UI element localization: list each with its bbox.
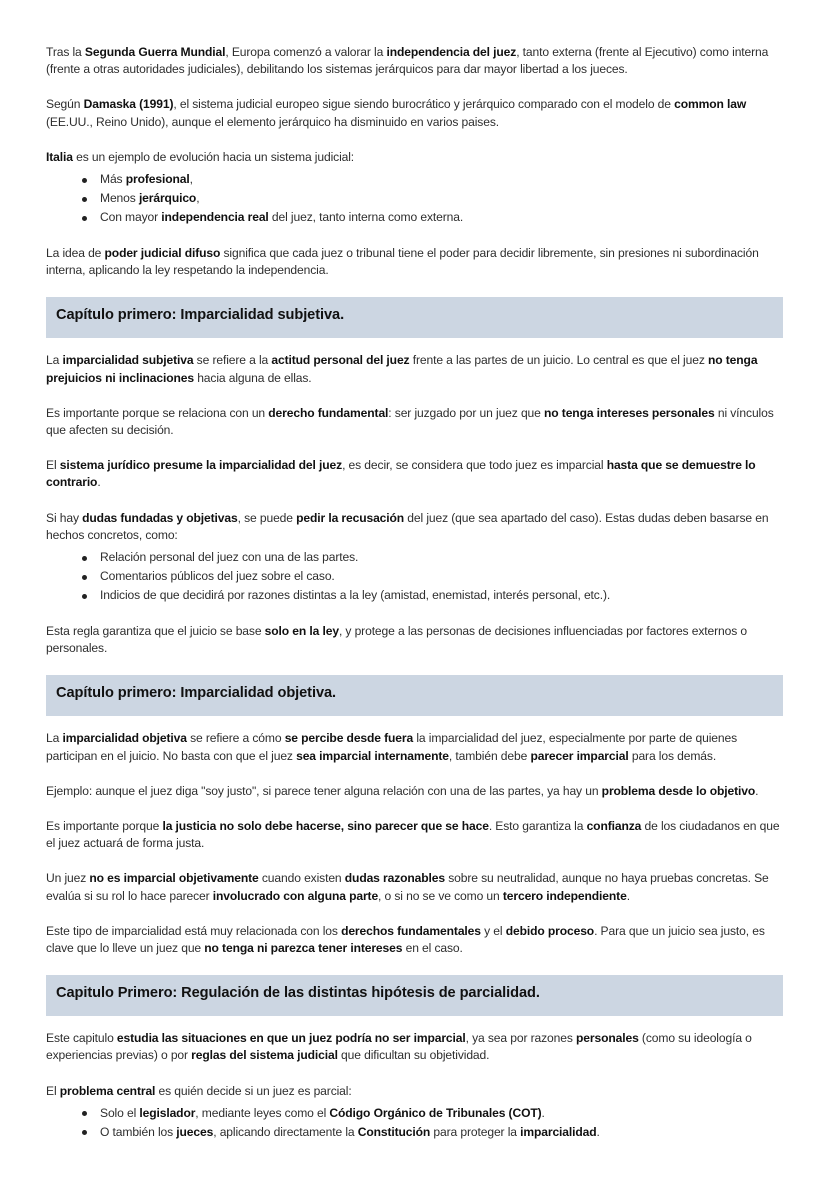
text-run: . Para que un juicio sea justo, es clave que lo lleve un juez que: [46, 923, 765, 956]
text-run: Menos: [100, 191, 139, 206]
paragraph-definicion-subjetiva: [46, 352, 783, 386]
paragraph-ejemplo-objetivo: [46, 783, 783, 800]
text-run: del juez, tanto interna como externa.: [268, 210, 464, 225]
text-run: , tanto externa (frente al Ejecutivo) como interna (frente a otras autoridades judiciales), debilitando los sistemas jerárquicos para dar mayor libertad a los jueces.: [46, 45, 769, 77]
text-run: , y protege a las personas de decisiones influenciadas por factores externos o personales.: [46, 624, 747, 656]
text-run: Esta regla garantiza que el juicio se base: [46, 624, 265, 639]
text-run: Relación personal del juez con una de las partes.: [100, 550, 359, 565]
bold-run: involucrado con alguna parte: [212, 888, 379, 903]
text-run: La idea de: [46, 246, 105, 261]
text-run: El: [46, 1083, 60, 1098]
text-run: Solo el: [100, 1105, 140, 1120]
text-run: , ya sea por razones: [465, 1031, 577, 1046]
text-run: .: [596, 1124, 600, 1139]
document-body: [46, 44, 783, 1142]
text-run: Si hay: [46, 510, 83, 525]
bold-run: tercero independiente: [502, 888, 627, 903]
bold-run: no tenga intereses personales: [544, 405, 715, 420]
text-run: Con mayor: [100, 210, 162, 225]
list-item: [82, 170, 783, 189]
text-run: O también los: [100, 1124, 177, 1139]
text-run: , o si no se ve como un: [378, 888, 503, 903]
text-run: de los ciudadanos en que el juez actuará de forma justa.: [46, 819, 780, 851]
text-run: significa que cada juez o tribunal tiene el poder para decidir libremente, sin presiones ni subordinación interna, aplicando la ley respetando la independencia.: [46, 246, 759, 278]
paragraph-debido-proceso: [46, 923, 783, 957]
list-item: [82, 1104, 783, 1123]
bold-run: Italia: [46, 149, 73, 164]
text-run: es un ejemplo de evolución hacia un sistema judicial:: [72, 149, 355, 164]
bold-run: dudas razonables: [344, 871, 445, 886]
text-run: sobre su neutralidad, aunque no haya pruebas concretas. Se evalúa si su rol lo hace parecer: [46, 871, 769, 903]
text-run: (EE.UU., Reino Unido), aunque el elemento jerárquico ha disminuido en varios paises.: [46, 114, 500, 129]
bold-run: confianza: [586, 819, 642, 834]
bold-run: dudas fundadas y objetivas: [82, 510, 238, 525]
text-run: , también debe: [448, 748, 531, 763]
text-run: , aplicando directamente la: [213, 1124, 358, 1139]
text-run: Un juez: [46, 871, 90, 886]
bold-run: independencia real: [161, 210, 269, 225]
text-run: en el caso.: [402, 941, 463, 956]
text-run: para proteger la: [430, 1124, 521, 1139]
text-run: El: [46, 458, 60, 473]
bold-run: solo en la ley: [264, 624, 339, 639]
text-run: Tras la: [46, 45, 85, 59]
list-item: [82, 1123, 783, 1142]
bold-run: Damaska (1991): [83, 97, 174, 112]
text-run: y el: [480, 923, 506, 938]
list-item: [82, 586, 783, 605]
text-run: para los demás.: [628, 748, 717, 763]
paragraph-justicia-parecer: [46, 818, 783, 852]
paragraph-presuncion-imparcialidad: [46, 457, 783, 491]
text-run: que dificultan su objetividad.: [337, 1048, 490, 1063]
text-run: .: [541, 1105, 545, 1120]
text-run: , Europa comenzó a valorar la: [225, 45, 387, 59]
text-run: Ejemplo: aunque el juez diga "soy justo", si parece tener alguna relación con una de las partes, ya hay un: [46, 783, 602, 798]
paragraph-definicion-objetiva: [46, 730, 783, 764]
text-run: Comentarios públicos del juez sobre el caso.: [100, 569, 335, 584]
list-dudas: [46, 548, 783, 605]
text-run: se refiere a la: [193, 353, 272, 368]
list-item: [82, 548, 783, 567]
text-run: se refiere a cómo: [186, 731, 285, 746]
bold-run: sistema jurídico presume la imparcialidad del juez: [59, 458, 343, 473]
list-quien-decide: [46, 1104, 783, 1142]
paragraph-garantia-solo-ley: [46, 623, 783, 657]
text-run: Este capitulo: [46, 1031, 117, 1046]
text-run: Es importante porque: [46, 819, 163, 834]
bold-run: imparcialidad: [520, 1124, 597, 1139]
bold-run: jueces: [176, 1124, 214, 1139]
text-run: , se puede: [237, 510, 297, 525]
paragraph-italia-lead: [46, 149, 783, 166]
text-run: , es decir, se considera que todo juez es imparcial: [342, 458, 607, 473]
text-run: Más: [100, 172, 126, 187]
bold-run: Segunda Guerra Mundial: [84, 45, 226, 59]
paragraph-derecho-fundamental: [46, 405, 783, 439]
paragraph-poder-judicial-difuso: [46, 245, 783, 279]
text-run: .: [626, 888, 630, 903]
heading-imparcialidad-objetiva: Capítulo primero: Imparcialidad objetiva.: [46, 675, 783, 716]
bold-run: derechos fundamentales: [341, 923, 481, 938]
list-item: [82, 567, 783, 586]
bold-run: jerárquico: [138, 191, 197, 206]
bold-run: imparcialidad subjetiva: [62, 353, 194, 368]
bold-run: se percibe desde fuera: [284, 731, 414, 746]
heading-regulacion-hipotesis-parcialidad: Capitulo Primero: Regulación de las distintas hipótesis de parcialidad.: [46, 975, 783, 1016]
bold-run: sea imparcial internamente: [296, 748, 449, 763]
bold-run: imparcialidad objetiva: [62, 731, 187, 746]
text-run: , el sistema judicial europeo sigue siendo burocrático y jerárquico comparado con el modelo de: [173, 97, 675, 112]
bold-run: hasta que se demuestre lo contrario: [46, 458, 756, 490]
text-run: . Esto garantiza la: [488, 819, 587, 834]
bold-run: derecho fundamental: [268, 405, 389, 420]
text-run: ,: [189, 172, 193, 187]
text-run: Es importante porque se relaciona con un: [46, 405, 269, 420]
text-run: ,: [196, 191, 200, 206]
text-run: , mediante leyes como el: [195, 1105, 330, 1120]
text-run: .: [755, 783, 759, 798]
bold-run: common law: [674, 97, 747, 112]
bold-run: personales: [576, 1031, 639, 1046]
bold-run: reglas del sistema judicial: [191, 1048, 338, 1063]
paragraph-dudas-razonables: [46, 870, 783, 904]
bold-run: no tenga prejuicios ni inclinaciones: [46, 353, 758, 385]
text-run: ni vínculos que afecten su decisión.: [46, 405, 774, 438]
bold-run: parecer imparcial: [530, 748, 629, 763]
text-run: (como su ideología o experiencias previas) o por: [46, 1031, 752, 1063]
bold-run: pedir la recusación: [296, 510, 405, 525]
bold-run: actitud personal del juez: [271, 353, 410, 368]
paragraph-damaska: [46, 96, 783, 130]
bold-run: legislador: [139, 1105, 196, 1120]
list-italia: [46, 170, 783, 227]
bold-run: independencia del juez: [386, 45, 517, 59]
text-run: la imparcialidad del juez, especialmente por parte de quienes participan en el juicio. No basta con que el juez: [46, 731, 738, 763]
text-run: es quién decide si un juez es parcial:: [155, 1083, 352, 1098]
text-run: hacia alguna de ellas.: [193, 370, 312, 385]
text-run: Según: [46, 97, 84, 112]
text-run: La: [46, 731, 63, 746]
bold-run: estudia las situaciones en que un juez podría no ser imparcial: [116, 1031, 466, 1046]
bold-run: debido proceso: [505, 923, 595, 938]
bold-run: no es imparcial objetivamente: [89, 871, 259, 886]
text-run: La: [46, 353, 63, 368]
paragraph-recusacion-lead: [46, 510, 783, 544]
bold-run: profesional: [125, 172, 190, 187]
text-run: .: [97, 475, 101, 490]
paragraph-problema-central-lead: [46, 1083, 783, 1100]
text-run: : ser juzgado por un juez que: [388, 405, 545, 420]
bold-run: la justicia no solo debe hacerse, sino parecer que se hace: [162, 819, 489, 834]
paragraph-posguerra: [46, 44, 783, 78]
text-run: frente a las partes de un juicio. Lo central es que el juez: [409, 353, 708, 368]
paragraph-objeto-capitulo: [46, 1030, 783, 1064]
heading-imparcialidad-subjetiva: Capítulo primero: Imparcialidad subjetiva.: [46, 297, 783, 338]
text-run: cuando existen: [258, 871, 345, 886]
bold-run: problema central: [59, 1083, 156, 1098]
bold-run: Código Orgánico de Tribunales (COT): [329, 1105, 542, 1120]
text-run: del juez (que sea apartado del caso). Estas dudas deben basarse en hechos concretos, como:: [46, 510, 769, 542]
text-run: Indicios de que decidirá por razones distintas a la ley (amistad, enemistad, interés personal, etc.).: [100, 588, 611, 603]
bold-run: problema desde lo objetivo: [601, 783, 756, 798]
bold-run: no tenga ni parezca tener intereses: [204, 941, 403, 956]
bold-run: Constitución: [357, 1124, 431, 1139]
list-item: [82, 208, 783, 227]
text-run: Este tipo de imparcialidad está muy relacionada con los: [46, 923, 342, 938]
bold-run: poder judicial difuso: [104, 246, 221, 261]
list-item: [82, 189, 783, 208]
